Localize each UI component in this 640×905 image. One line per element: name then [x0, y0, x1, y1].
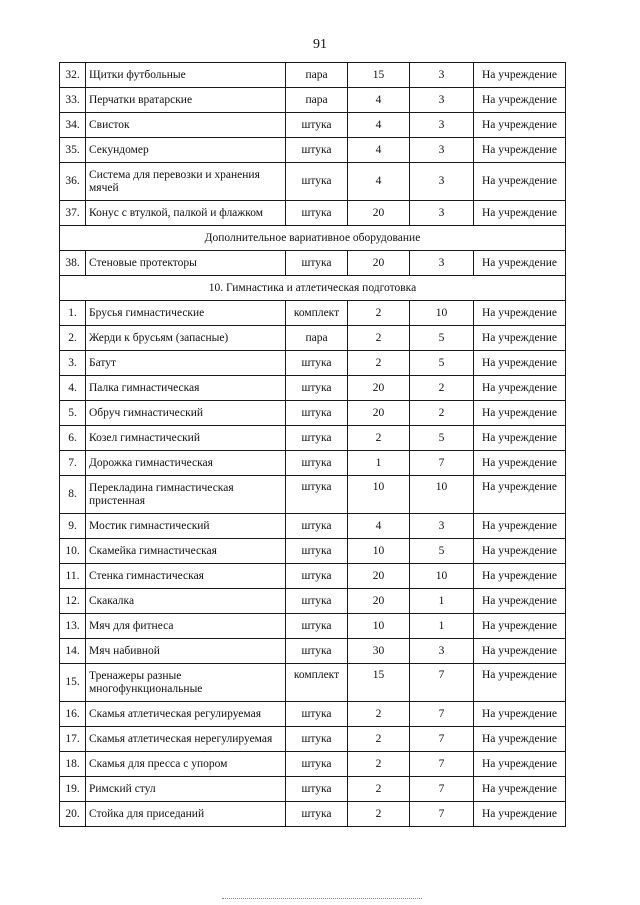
service-life: 10 [410, 301, 474, 326]
destination: На учреждение [474, 88, 566, 113]
item-name: Мяч для фитнеса [86, 614, 286, 639]
row-number: 1. [60, 301, 86, 326]
table-row [60, 63, 566, 88]
section-title: 10. Гимнастика и атлетическая подготовка [60, 276, 566, 301]
unit-of-measure: штука [286, 138, 348, 163]
table-row [60, 614, 566, 639]
table-row [60, 664, 566, 702]
table-row [60, 426, 566, 451]
unit-of-measure: штука [286, 777, 348, 802]
destination: На учреждение [474, 752, 566, 777]
table-row [60, 326, 566, 351]
service-life: 7 [410, 664, 474, 702]
item-name: Скакалка [86, 589, 286, 614]
item-name: Палка гимнастическая [86, 376, 286, 401]
equipment-table [59, 62, 566, 827]
table-row [60, 301, 566, 326]
row-number: 9. [60, 514, 86, 539]
unit-of-measure: штука [286, 727, 348, 752]
service-life: 5 [410, 326, 474, 351]
destination: На учреждение [474, 451, 566, 476]
table-row [60, 802, 566, 827]
service-life: 5 [410, 426, 474, 451]
quantity: 10 [348, 539, 410, 564]
service-life: 3 [410, 639, 474, 664]
destination: На учреждение [474, 702, 566, 727]
quantity: 20 [348, 201, 410, 226]
destination: На учреждение [474, 301, 566, 326]
service-life: 5 [410, 351, 474, 376]
unit-of-measure: штука [286, 401, 348, 426]
item-name: Мяч набивной [86, 639, 286, 664]
table-row [60, 564, 566, 589]
item-name: Скамейка гимнастическая [86, 539, 286, 564]
unit-of-measure: штука [286, 802, 348, 827]
item-name: Жерди к брусьям (запасные) [86, 326, 286, 351]
section-title: Дополнительное вариативное оборудование [60, 226, 566, 251]
unit-of-measure: штука [286, 163, 348, 201]
table-row [60, 589, 566, 614]
destination: На учреждение [474, 614, 566, 639]
table-row [60, 514, 566, 539]
quantity: 4 [348, 514, 410, 539]
service-life: 3 [410, 113, 474, 138]
unit-of-measure: штука [286, 639, 348, 664]
row-number: 5. [60, 401, 86, 426]
quantity: 2 [348, 752, 410, 777]
service-life: 1 [410, 589, 474, 614]
destination: На учреждение [474, 326, 566, 351]
destination: На учреждение [474, 201, 566, 226]
destination: На учреждение [474, 163, 566, 201]
item-name: Брусья гимнастические [86, 301, 286, 326]
table-row [60, 752, 566, 777]
destination: На учреждение [474, 664, 566, 702]
row-number: 34. [60, 113, 86, 138]
item-name: Скамья атлетическая регулируемая [86, 702, 286, 727]
unit-of-measure: штука [286, 351, 348, 376]
item-name: Тренажеры разные многофункциональные [86, 664, 286, 702]
section-header-row [60, 226, 566, 251]
quantity: 20 [348, 251, 410, 276]
row-number: 35. [60, 138, 86, 163]
item-name: Стойка для приседаний [86, 802, 286, 827]
quantity: 2 [348, 301, 410, 326]
row-number: 33. [60, 88, 86, 113]
quantity: 2 [348, 426, 410, 451]
table-row [60, 777, 566, 802]
destination: На учреждение [474, 589, 566, 614]
item-name: Стенка гимнастическая [86, 564, 286, 589]
row-number: 2. [60, 326, 86, 351]
table-row [60, 201, 566, 226]
equipment-table-body [60, 63, 566, 827]
unit-of-measure: штука [286, 614, 348, 639]
quantity: 20 [348, 564, 410, 589]
table-row [60, 376, 566, 401]
quantity: 2 [348, 326, 410, 351]
service-life: 10 [410, 564, 474, 589]
item-name: Обруч гимнастический [86, 401, 286, 426]
quantity: 15 [348, 63, 410, 88]
page-number: 91 [313, 37, 327, 52]
service-life: 10 [410, 476, 474, 514]
unit-of-measure: штука [286, 113, 348, 138]
service-life: 2 [410, 401, 474, 426]
destination: На учреждение [474, 426, 566, 451]
table-row [60, 401, 566, 426]
row-number: 6. [60, 426, 86, 451]
destination: На учреждение [474, 539, 566, 564]
service-life: 5 [410, 539, 474, 564]
table-row [60, 88, 566, 113]
row-number: 7. [60, 451, 86, 476]
destination: На учреждение [474, 802, 566, 827]
service-life: 3 [410, 63, 474, 88]
table-row [60, 163, 566, 201]
quantity: 10 [348, 476, 410, 514]
quantity: 2 [348, 727, 410, 752]
quantity: 4 [348, 113, 410, 138]
service-life: 7 [410, 777, 474, 802]
table-row [60, 113, 566, 138]
row-number: 8. [60, 476, 86, 514]
table-row [60, 702, 566, 727]
table-row [60, 727, 566, 752]
item-name: Перчатки вратарские [86, 88, 286, 113]
quantity: 30 [348, 639, 410, 664]
service-life: 1 [410, 614, 474, 639]
destination: На учреждение [474, 113, 566, 138]
item-name: Перекладина гимнастическая пристенная [86, 476, 286, 514]
unit-of-measure: штука [286, 201, 348, 226]
unit-of-measure: штука [286, 426, 348, 451]
unit-of-measure: штука [286, 564, 348, 589]
unit-of-measure: штука [286, 476, 348, 514]
row-number: 10. [60, 539, 86, 564]
service-life: 3 [410, 251, 474, 276]
table-row [60, 539, 566, 564]
item-name: Скамья для пресса с упором [86, 752, 286, 777]
service-life: 3 [410, 138, 474, 163]
row-number: 20. [60, 802, 86, 827]
unit-of-measure: пара [286, 326, 348, 351]
row-number: 18. [60, 752, 86, 777]
unit-of-measure: штука [286, 514, 348, 539]
item-name: Конус с втулкой, палкой и флажком [86, 201, 286, 226]
quantity: 2 [348, 802, 410, 827]
table-row [60, 138, 566, 163]
destination: На учреждение [474, 251, 566, 276]
destination: На учреждение [474, 639, 566, 664]
row-number: 13. [60, 614, 86, 639]
table-row [60, 351, 566, 376]
item-name: Секундомер [86, 138, 286, 163]
row-number: 36. [60, 163, 86, 201]
quantity: 20 [348, 376, 410, 401]
quantity: 4 [348, 163, 410, 201]
row-number: 32. [60, 63, 86, 88]
unit-of-measure: штука [286, 251, 348, 276]
destination: На учреждение [474, 727, 566, 752]
unit-of-measure: комплект [286, 301, 348, 326]
item-name: Батут [86, 351, 286, 376]
row-number: 17. [60, 727, 86, 752]
table-row [60, 451, 566, 476]
item-name: Щитки футбольные [86, 63, 286, 88]
scan-edge-mark [222, 898, 422, 899]
destination: На учреждение [474, 476, 566, 514]
quantity: 20 [348, 401, 410, 426]
destination: На учреждение [474, 564, 566, 589]
destination: На учреждение [474, 777, 566, 802]
item-name: Скамья атлетическая нерегулируемая [86, 727, 286, 752]
item-name: Дорожка гимнастическая [86, 451, 286, 476]
item-name: Мостик гимнастический [86, 514, 286, 539]
table-row [60, 476, 566, 514]
service-life: 2 [410, 376, 474, 401]
service-life: 7 [410, 752, 474, 777]
row-number: 4. [60, 376, 86, 401]
table-row [60, 639, 566, 664]
quantity: 2 [348, 351, 410, 376]
row-number: 3. [60, 351, 86, 376]
service-life: 7 [410, 702, 474, 727]
service-life: 7 [410, 802, 474, 827]
service-life: 3 [410, 88, 474, 113]
unit-of-measure: штука [286, 702, 348, 727]
destination: На учреждение [474, 514, 566, 539]
item-name: Козел гимнастический [86, 426, 286, 451]
destination: На учреждение [474, 138, 566, 163]
item-name: Римский стул [86, 777, 286, 802]
quantity: 4 [348, 138, 410, 163]
unit-of-measure: штука [286, 451, 348, 476]
item-name: Свисток [86, 113, 286, 138]
quantity: 2 [348, 777, 410, 802]
unit-of-measure: комплект [286, 664, 348, 702]
destination: На учреждение [474, 376, 566, 401]
row-number: 16. [60, 702, 86, 727]
row-number: 11. [60, 564, 86, 589]
unit-of-measure: штука [286, 589, 348, 614]
unit-of-measure: штука [286, 539, 348, 564]
row-number: 38. [60, 251, 86, 276]
quantity: 15 [348, 664, 410, 702]
unit-of-measure: пара [286, 63, 348, 88]
table-row [60, 251, 566, 276]
destination: На учреждение [474, 63, 566, 88]
row-number: 15. [60, 664, 86, 702]
service-life: 7 [410, 451, 474, 476]
unit-of-measure: штука [286, 752, 348, 777]
service-life: 3 [410, 514, 474, 539]
destination: На учреждение [474, 351, 566, 376]
row-number: 37. [60, 201, 86, 226]
row-number: 14. [60, 639, 86, 664]
quantity: 1 [348, 451, 410, 476]
service-life: 7 [410, 727, 474, 752]
service-life: 3 [410, 163, 474, 201]
quantity: 4 [348, 88, 410, 113]
quantity: 2 [348, 702, 410, 727]
section-header-row [60, 276, 566, 301]
quantity: 20 [348, 589, 410, 614]
row-number: 19. [60, 777, 86, 802]
row-number: 12. [60, 589, 86, 614]
unit-of-measure: пара [286, 88, 348, 113]
service-life: 3 [410, 201, 474, 226]
item-name: Система для перевозки и хранения мячей [86, 163, 286, 201]
unit-of-measure: штука [286, 376, 348, 401]
item-name: Стеновые протекторы [86, 251, 286, 276]
quantity: 10 [348, 614, 410, 639]
destination: На учреждение [474, 401, 566, 426]
